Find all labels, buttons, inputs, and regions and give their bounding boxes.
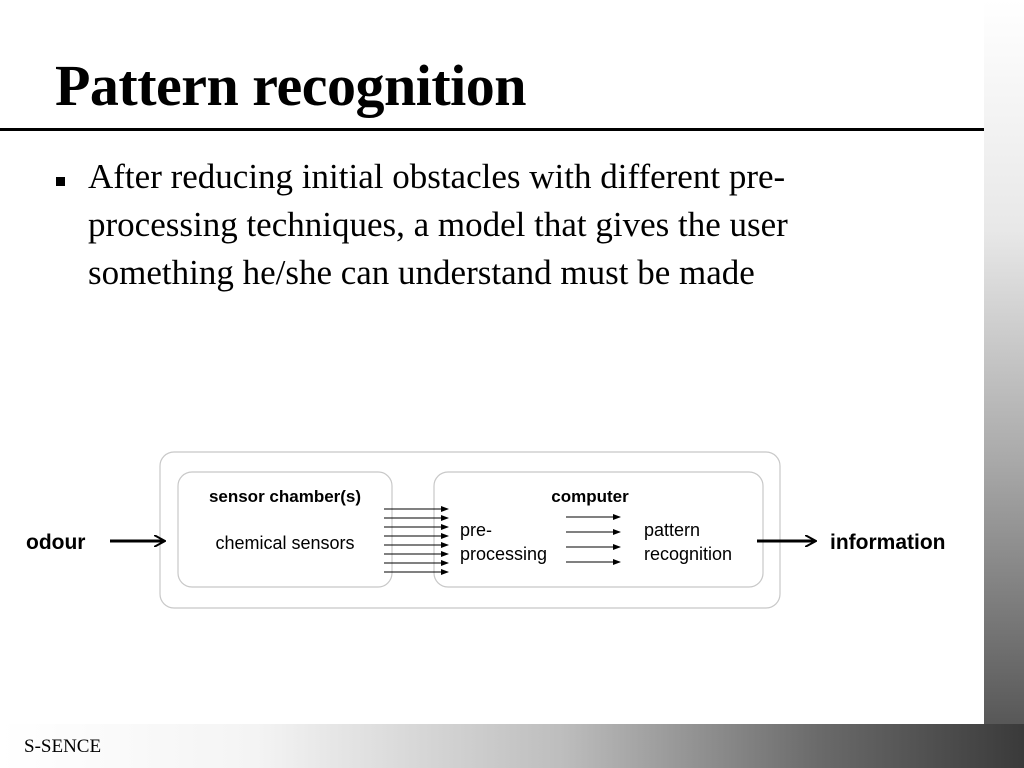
sensor-chamber-title: sensor chamber(s) [208, 487, 362, 506]
chemical-sensors-label: chemical sensors [215, 533, 355, 553]
preprocessing-label-line2: processing [460, 544, 548, 564]
footer-label: S-SENCE [24, 736, 102, 757]
bottom-gradient-band [0, 724, 1024, 768]
title-underline [0, 128, 984, 131]
electronic-nose-diagram [0, 440, 984, 630]
preprocessing-to-recognition-arrows [566, 517, 620, 562]
bullet-square-icon [56, 177, 65, 186]
sensor-to-computer-arrows [384, 509, 448, 572]
pattern-recognition-label-line2: recognition [644, 544, 733, 564]
pattern-recognition-label-line1: pattern [644, 520, 701, 540]
input-label: odour [26, 531, 86, 554]
preprocessing-label-line1: pre- [460, 520, 493, 540]
computer-title: computer [551, 487, 629, 506]
output-label: information [830, 531, 946, 554]
slide-title: Pattern recognition [55, 53, 527, 118]
right-gradient-band [984, 0, 1024, 768]
bullet-text: After reducing initial obstacles with different pre-processing techniques, a model that gives the user something he/she can understand must be made [88, 157, 788, 292]
